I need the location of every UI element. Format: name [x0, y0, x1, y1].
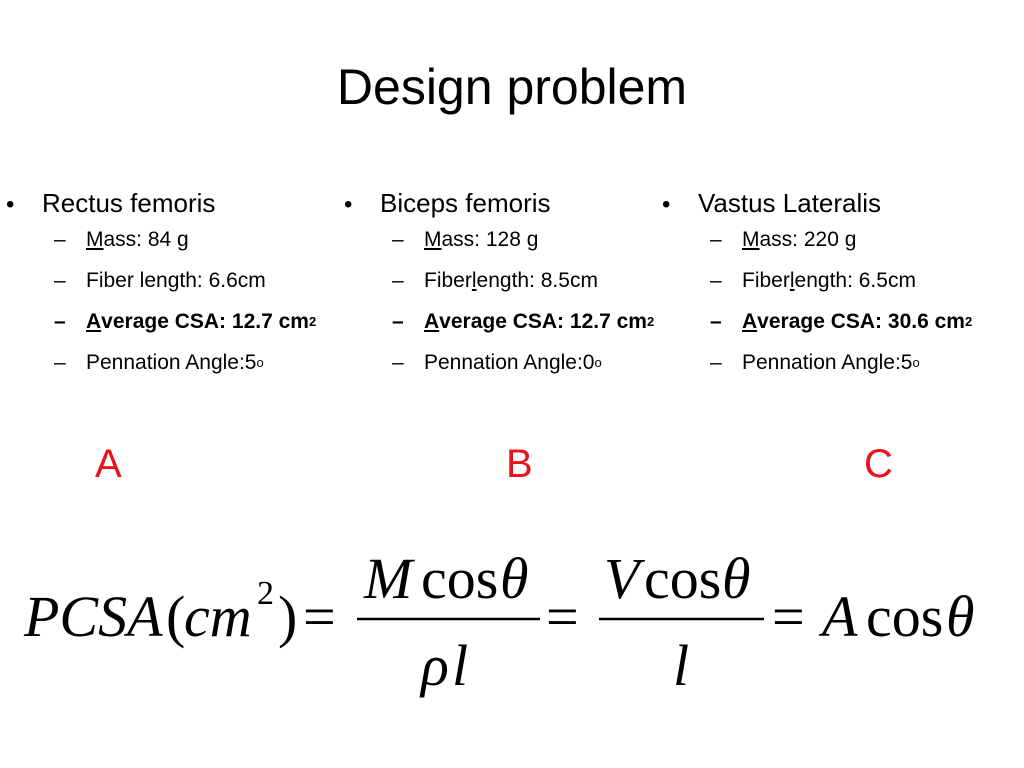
formula-unit: cm — [184, 584, 252, 649]
dash-icon: – — [392, 269, 404, 292]
formula-rhs-var: A — [822, 584, 858, 649]
formula-rhs-fn: cos — [866, 584, 944, 649]
csa-item — [660, 310, 972, 351]
formula-equals-3: = — [772, 584, 805, 649]
csa-prefix: A — [742, 310, 758, 333]
dash-icon: – — [710, 351, 722, 374]
fiber-length-item — [4, 269, 316, 310]
muscle-column-rectus-femoris — [4, 188, 316, 392]
formula-svg — [0, 540, 1024, 710]
fiber-length-text: Fiber — [742, 269, 790, 292]
csa-item — [342, 310, 654, 351]
fiber-length-rest: ength: 6.5cm — [794, 269, 916, 292]
pennation-value: Pennation Angle:5 — [86, 351, 257, 374]
pennation-value: Pennation Angle:0 — [424, 351, 595, 374]
mass-value: ass: 84 g — [103, 228, 189, 251]
csa-prefix: A — [424, 310, 440, 333]
csa-prefix: A — [86, 310, 102, 333]
csa-value: verage CSA: 12.7 cm — [101, 310, 309, 333]
fiber-length-text: Fiber length: 6.6cm — [86, 269, 266, 292]
pennation-item — [342, 351, 654, 392]
frac1-denominator-l: l — [452, 633, 469, 698]
muscle-heading — [342, 188, 654, 222]
muscle-name: Vastus Lateralis — [698, 188, 882, 218]
dash-icon: – — [392, 228, 404, 251]
dash-icon: – — [54, 310, 66, 333]
muscle-column-vastus-lateralis — [660, 188, 972, 392]
formula-equals-2: = — [546, 584, 579, 649]
pennation-item — [660, 351, 972, 392]
fiber-length-underlined: l — [471, 269, 477, 292]
csa-superscript: 2 — [308, 314, 317, 329]
frac1-theta: θ — [500, 546, 529, 611]
muscle-heading — [660, 188, 972, 222]
dash-icon: – — [54, 269, 66, 292]
formula-rhs-theta: θ — [946, 584, 975, 649]
dash-icon: – — [392, 310, 404, 333]
fiber-length-text: Fiber — [424, 269, 472, 292]
frac2-numerator-var: V — [604, 546, 640, 611]
fiber-length-item — [342, 269, 654, 310]
bullet-icon: • — [6, 191, 15, 218]
label-letter-b: B — [506, 442, 533, 486]
mass-prefix: M — [424, 228, 442, 251]
formula-lhs: PCSA — [24, 584, 163, 649]
csa-superscript: 2 — [646, 314, 655, 329]
muscle-heading — [4, 188, 316, 222]
dash-icon: – — [710, 310, 722, 333]
csa-value: verage CSA: 12.7 cm — [439, 310, 647, 333]
csa-item — [4, 310, 316, 351]
fiber-length-item — [660, 269, 972, 310]
dash-icon: – — [710, 269, 722, 292]
frac1-numerator-var: M — [364, 546, 413, 611]
formula-close-paren: ) — [278, 584, 298, 649]
frac1-numerator-fn: cos — [421, 546, 499, 611]
mass-value: ass: 128 g — [441, 228, 539, 251]
csa-superscript: 2 — [964, 314, 973, 329]
fiber-length-underlined: l — [789, 269, 795, 292]
bullet-icon: • — [344, 191, 353, 218]
mass-item — [4, 228, 316, 269]
degree-superscript: o — [594, 355, 602, 370]
frac1-denominator-rho: ρ — [421, 633, 449, 698]
slide-title: Design problem — [336, 59, 688, 115]
mass-prefix: M — [86, 228, 104, 251]
muscle-name: Biceps femoris — [380, 188, 551, 218]
pennation-item — [4, 351, 316, 392]
frac2-numerator-fn: cos — [644, 546, 722, 611]
degree-superscript: o — [256, 355, 264, 370]
frac2-theta: θ — [722, 546, 751, 611]
formula-equals-1: = — [303, 584, 336, 649]
mass-value: ass: 220 g — [759, 228, 857, 251]
label-letter-a: A — [95, 442, 122, 486]
pennation-value: Pennation Angle:5 — [742, 351, 913, 374]
formula-exponent: 2 — [257, 575, 274, 612]
dash-icon: – — [392, 351, 404, 374]
formula-open-paren: ( — [166, 584, 186, 649]
pcsa-formula — [0, 540, 1024, 710]
dash-icon: – — [710, 228, 722, 251]
fiber-length-rest: ength: 8.5cm — [476, 269, 598, 292]
mass-item — [660, 228, 972, 269]
mass-item — [342, 228, 654, 269]
muscle-name: Rectus femoris — [42, 188, 216, 218]
muscle-column-biceps-femoris — [342, 188, 654, 392]
dash-icon: – — [54, 351, 66, 374]
csa-value: verage CSA: 30.6 cm — [757, 310, 965, 333]
label-letter-c: C — [864, 442, 893, 486]
degree-superscript: o — [912, 355, 920, 370]
mass-prefix: M — [742, 228, 760, 251]
bullet-icon: • — [662, 191, 671, 218]
dash-icon: – — [54, 228, 66, 251]
frac2-denominator-l: l — [673, 633, 690, 698]
